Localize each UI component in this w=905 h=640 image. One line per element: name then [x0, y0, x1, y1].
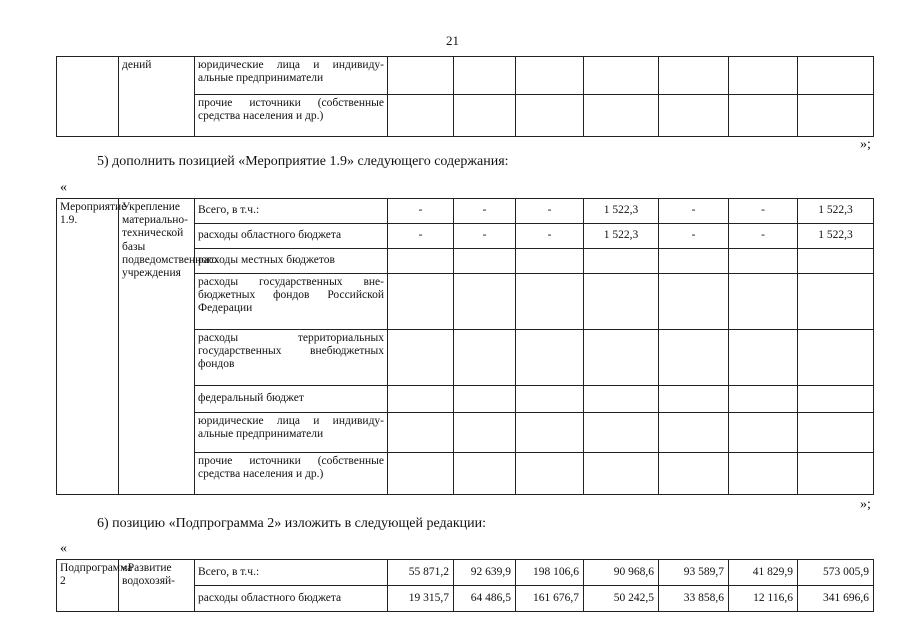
code-cell	[57, 57, 119, 137]
value-cell: -	[516, 224, 584, 249]
value-cell: -	[659, 199, 729, 224]
value-cell: -	[388, 199, 454, 224]
value-cell: -	[516, 199, 584, 224]
value-cell: 50 242,5	[584, 586, 659, 612]
table-row	[57, 199, 874, 224]
source-cell: прочие источники (собственные средства населения и др.)	[195, 95, 388, 137]
value-cell: 573 005,9	[798, 560, 874, 586]
open-quote: «	[60, 541, 67, 556]
value-cell: 1 522,3	[584, 199, 659, 224]
value-cell: 33 858,6	[659, 586, 729, 612]
value-cell: 1 522,3	[584, 224, 659, 249]
subprogram-code: Подпрограмма 2	[57, 560, 119, 612]
source-cell: расходы территориальных государственных внебюджетных фондов	[195, 330, 388, 386]
source-cell: расходы государственных вне-бюджетных фондов Российской Федерации	[195, 274, 388, 330]
value-cell: 341 696,6	[798, 586, 874, 612]
value-cell: 12 116,6	[729, 586, 798, 612]
value-cell: -	[659, 224, 729, 249]
measure-code: Мероприятие 1.9.	[57, 199, 119, 495]
source-cell: прочие источники (собственные средства населения и др.)	[195, 453, 388, 495]
close-quote: »;	[860, 137, 871, 152]
source-cell: Всего, в т.ч.:	[195, 199, 388, 224]
measure-table	[56, 198, 874, 495]
open-quote: «	[60, 180, 67, 195]
value-cell: 19 315,7	[388, 586, 454, 612]
source-cell: расходы местных бюджетов	[195, 249, 388, 274]
value-cell: 198 106,6	[516, 560, 584, 586]
amendment-paragraph-6: 6) позицию «Подпрограмма 2» изложить в следующей редакции:	[97, 516, 487, 531]
value-cell: 41 829,9	[729, 560, 798, 586]
page-number: 21	[446, 33, 459, 48]
source-cell: юридические лица и индивиду-альные предприниматели	[195, 413, 388, 453]
subprogram-name: «Развитие водохозяй-	[119, 560, 195, 612]
value-cell: 161 676,7	[516, 586, 584, 612]
value-cell: 93 589,7	[659, 560, 729, 586]
close-quote: »;	[860, 497, 871, 512]
name-cell: дений	[119, 57, 195, 137]
source-cell: расходы областного бюджета	[195, 586, 388, 612]
value-cell: -	[454, 199, 516, 224]
subprogram-table	[56, 559, 874, 612]
amendment-paragraph-5: 5) дополнить позицией «Мероприятие 1.9» следующего содержания:	[97, 154, 509, 169]
source-cell: Всего, в т.ч.:	[195, 560, 388, 586]
measure-name: Укрепление материально-технической базы подведомственного учреждения	[119, 199, 195, 495]
value-cell: 90 968,6	[584, 560, 659, 586]
value-cell: 92 639,9	[454, 560, 516, 586]
value-cell: 55 871,2	[388, 560, 454, 586]
source-cell: расходы областного бюджета	[195, 224, 388, 249]
source-cell: федеральный бюджет	[195, 386, 388, 413]
value-cell: -	[388, 224, 454, 249]
value-cell: -	[729, 199, 798, 224]
value-cell: 1 522,3	[798, 224, 874, 249]
table-row	[57, 57, 874, 95]
value-cell: -	[454, 224, 516, 249]
source-cell: юридические лица и индивиду-альные предприниматели	[195, 57, 388, 95]
value-cell: -	[729, 224, 798, 249]
value-cell: 1 522,3	[798, 199, 874, 224]
table-row	[57, 560, 874, 586]
continuation-table	[56, 56, 874, 137]
value-cell: 64 486,5	[454, 586, 516, 612]
